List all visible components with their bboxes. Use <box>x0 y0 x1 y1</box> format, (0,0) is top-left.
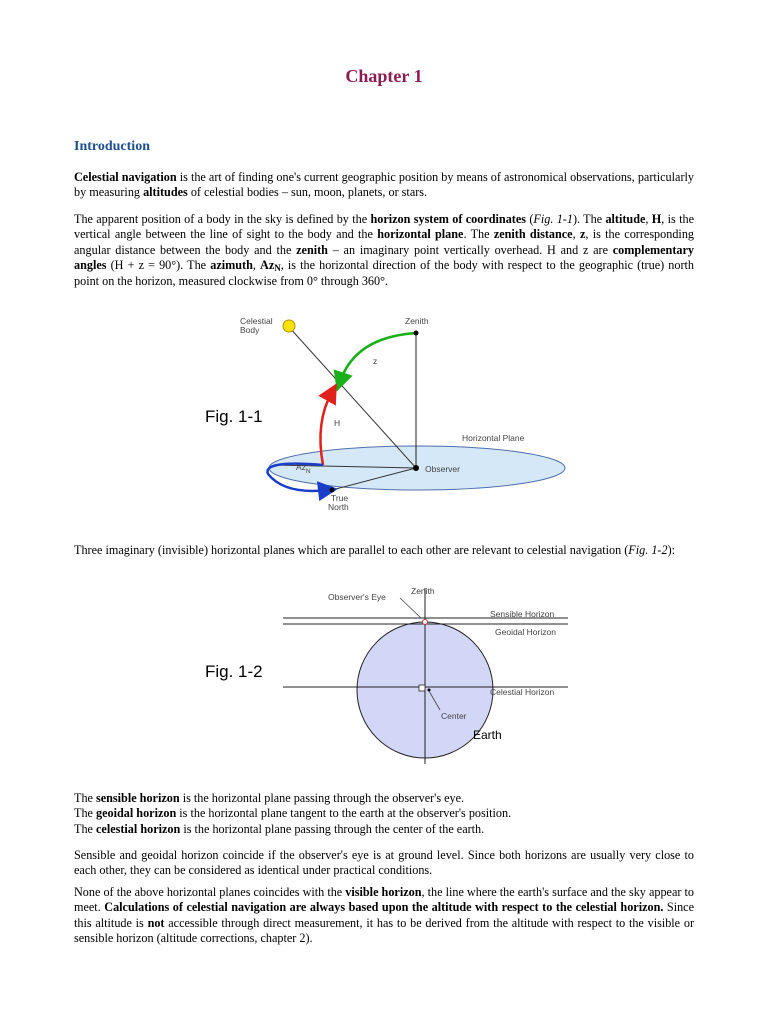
fig2-label: Fig. 1-2 <box>205 662 263 681</box>
earth-label: Earth <box>473 728 502 742</box>
zenith-distance-arc <box>340 333 416 382</box>
zenith-point <box>414 331 419 336</box>
paragraph-horizon-definitions: The sensible horizon is the horizontal plane passing through the observer's eye. The geoidal horizon is the horizontal plane tangent to the earth at the observer's position. The celestial horizon is the horizontal plane passing through the center of the earth. <box>74 791 512 836</box>
celestial-body-icon <box>283 320 295 332</box>
paragraph-visible-horizon: None of the above horizontal planes coincides with the visible horizon, the line where the earth's surface and the sky appear to meet. Calculations of celestial navigation are always based upon the altitude with respect to the celestial horizon. Since this altitude is not accessible through direct measurement, it has to be derived from the altitude with respect to the visible or sensible horizon (altitude corrections, chapter 2). <box>74 885 695 946</box>
line-of-sight <box>289 327 416 468</box>
figure-1-2 <box>200 580 575 765</box>
paragraph-horizon-system: The apparent position of a body in the sky is defined by the horizon system of coordinates (Fig. 1-1). The altitude, H, is the vertical angle between the line of sight to the body and the horizontal plane. The zenith distance, z, is the corresponding angular distance between the body and the zenith – an imaginary point vertically overhead. H and z are complementary angles (H + z = 90°). The azimuth, $Az_N$, is the horizontal direction of the body with respect to the geographic (true) north point on the horizon, measured clockwise from 0° through 360°. <box>74 212 695 288</box>
zenith-label: Zenith <box>405 316 429 326</box>
figure-1-1 <box>200 312 570 517</box>
paragraph-three-planes: Three imaginary (invisible) horizontal planes which are parallel to each other are relevant to celestial navigation (Fig. 1-2): <box>74 543 676 557</box>
observer-label: Observer <box>425 464 460 474</box>
horizontal-plane-label: Horizontal Plane <box>462 433 525 443</box>
paragraph-sensible-geoidal: Sensible and geoidal horizon coincide if the observer's eye is at ground level. Since both horizons are usually very close to each other, they can be considered as identical under practical conditions. <box>74 848 694 878</box>
zenith-label: Zenith <box>411 586 435 596</box>
h-label: H <box>334 418 341 428</box>
observers-eye-pointer <box>400 598 421 618</box>
chapter-title: Chapter 1 <box>345 66 423 86</box>
z-label: z <box>373 356 378 366</box>
geoidal-horizon-label: Geoidal Horizon <box>495 627 556 637</box>
observer-point <box>413 465 419 471</box>
true-north-point <box>330 488 335 493</box>
section-title: Introduction <box>74 139 150 154</box>
sensible-horizon-label: Sensible Horizon <box>490 609 555 619</box>
az-label: $Az_N$ <box>296 462 311 475</box>
observers-eye-point <box>423 620 428 625</box>
center-marker <box>419 685 425 691</box>
celestial-horizon-label: Celestial Horizon <box>490 687 555 697</box>
celestial-body-label-1: Celestial <box>240 316 273 326</box>
center-label: Center <box>441 711 467 721</box>
paragraph-celestial-navigation: Celestial navigation is the art of finding one's current geographic position by means of astronomical observations, particularly by measuring altitudes of celestial bodies – sun, moon, planets, or stars. <box>74 170 694 200</box>
observers-eye-label: Observer's Eye <box>328 592 386 602</box>
fig1-label: Fig. 1-1 <box>205 407 263 426</box>
true-north-label-1: True <box>331 493 349 503</box>
celestial-body-label-2: Body <box>240 325 260 335</box>
true-north-label-2: North <box>328 502 349 512</box>
